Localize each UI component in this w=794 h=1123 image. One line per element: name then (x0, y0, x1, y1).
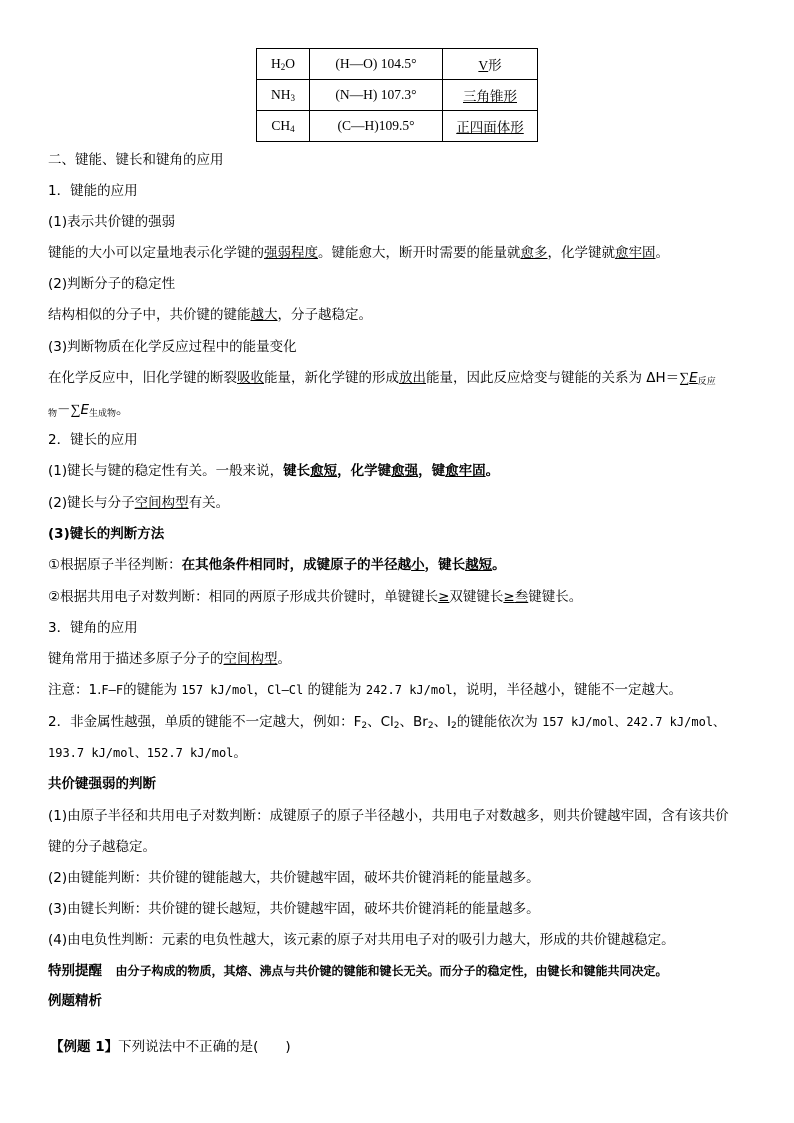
shape-cell: 正四面体形 (443, 111, 538, 142)
paragraph-title: (2)判断分子的稳定性 (48, 276, 176, 292)
molecule-cell: $NH_3$ (257, 80, 310, 111)
paragraph: 在化学反应中，旧化学键的断裂吸收能量，新化学键的形成放出能量，因此反应焓变与键能的关系为 $\Delta H=\sum E_{反应}$ (48, 370, 716, 387)
paragraph: 键角常用于描述多原子分子的空间构型。 (48, 651, 291, 667)
paragraph-continuation: 键的分子越稳定。 (48, 839, 156, 855)
molecule-cell: $H_2O$ (257, 49, 310, 80)
table-row (257, 49, 538, 80)
paragraph: 结构相似的分子中，共价键的键能越大，分子越稳定。 (48, 307, 372, 323)
note-continuation: 193.7 kJ/mol、152.7 kJ/mol。 (48, 745, 247, 761)
paragraph: (4)由电负性判断：元素的电负性越大，该元素的原子对共用电子对的吸引力越大，形成的共价键越稳定。 (48, 932, 675, 948)
shape-cell: 三角锥形 (443, 80, 538, 111)
subsection-heading: 2．键长的应用 (48, 432, 138, 448)
angle-cell: (N—H) 107.3° (310, 80, 443, 111)
paragraph: ②根据共用电子对数判断：相同的两原子形成共价键时，单键键长≥双键键长≥叁键键长。 (48, 589, 583, 605)
subsection-heading: 3．键角的应用 (48, 620, 138, 636)
angle-cell: (H—O) 104.5° (310, 49, 443, 80)
paragraph: (1)键长与键的稳定性有关。一般来说，键长愈短，化学键愈强，键愈牢固。 (48, 463, 500, 479)
subsection-heading: 1．键能的应用 (48, 183, 138, 199)
angle-cell: (C—H)109.5° (310, 111, 443, 142)
section-heading: 二、键能、键长和键角的应用 (48, 152, 224, 168)
paragraph: ①根据原子半径判断：在其他条件相同时，成键原子的半径越小，键长越短。 (48, 557, 506, 573)
section-heading: 共价键强弱的判断 (48, 776, 156, 792)
paragraph-continuation: $_物-\sum E_{生成物}$。 (48, 402, 130, 419)
note: 注意：1.F—F的键能为 157 kJ/mol，Cl—Cl 的键能为 242.7 kJ/mol，说明，半径越小，键能不一定越大。 (48, 682, 683, 698)
molecule-cell: $CH_4$ (257, 111, 310, 142)
bond-angle-table (256, 48, 538, 142)
paragraph: (1)由原子半径和共用电子对数判断：成键原子的原子半径越小，共用电子对数越多，则共价键越牢固，含有该共价 (48, 808, 729, 824)
paragraph: 键能的大小可以定量地表示化学键的强弱程度。键能愈大，断开时需要的能量就愈多，化学键就愈牢固。 (48, 245, 669, 261)
paragraph: (2)键长与分子空间构型有关。 (48, 495, 230, 511)
paragraph: (3)由键长判断：共价键的键长越短，共价键越牢固，破坏共价键消耗的能量越多。 (48, 901, 540, 917)
example-question: 【例题 1】下列说法中不正确的是( ) (50, 1039, 291, 1055)
tip: 特别提醒 由分子构成的物质，其熔、沸点与共价键的键能和键长无关。而分子的稳定性，由键长和键能共同决定。 (48, 963, 668, 979)
paragraph: (2)由键能判断：共价键的键能越大，共价键越牢固，破坏共价键消耗的能量越多。 (48, 870, 540, 886)
shape-cell: V形 (443, 49, 538, 80)
paragraph-title: (3)键长的判断方法 (48, 526, 165, 542)
example-heading: 例题精析 (48, 993, 102, 1009)
table-row (257, 80, 538, 111)
paragraph-title: (1)表示共价键的强弱 (48, 214, 176, 230)
table-row (257, 111, 538, 142)
paragraph-title: (3)判断物质在化学反应过程中的能量变化 (48, 339, 297, 355)
note: 2．非金属性越强，单质的键能不一定越大，例如：$F_2$、$Cl_2$、$Br_2$、$I_2$的键能依次为 157 kJ/mol、242.7 kJ/mol、 (48, 714, 726, 731)
